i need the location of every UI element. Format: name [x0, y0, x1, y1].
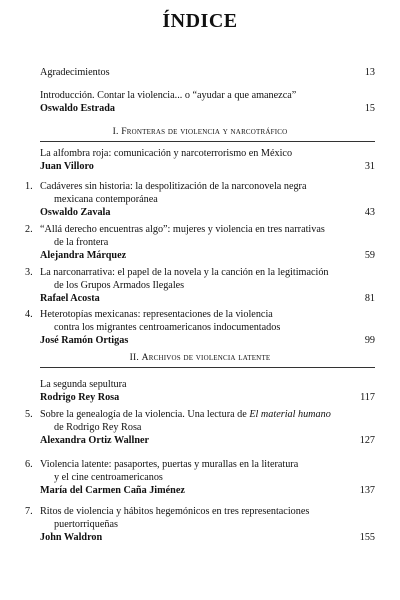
- section-numeral: II.: [129, 352, 139, 363]
- entry-author: Alexandra Ortiz Wallner: [40, 435, 150, 446]
- entry-title-continued: y el cine centroamericanos: [54, 472, 163, 483]
- entry-number: 2.: [25, 224, 33, 235]
- entry-title: La alfombra roja: comunicación y narcoterrorismo en México: [40, 148, 293, 159]
- section-heading: [0, 352, 400, 363]
- entry-title: Ritos de violencia y hábitos hegemónicos en tres representaciones: [40, 506, 310, 517]
- page-number: 99: [364, 335, 375, 346]
- entry-author: José Ramón Ortigas: [40, 335, 129, 346]
- toc-entry: [40, 89, 375, 115]
- entry-title: Heterotopías mexicanas: representaciones de la violencia: [40, 309, 273, 320]
- toc-entry: [25, 266, 375, 305]
- entry-title: La narconarrativa: el papel de la novela y la canción en la legitimación: [40, 267, 329, 278]
- entry-title-continued: de los Grupos Armados Ilegales: [54, 280, 185, 291]
- entry-number: 7.: [25, 506, 33, 517]
- entry-title: Agradecimientos: [40, 67, 110, 78]
- entry-title: Introducción. Contar la violencia... o “ayudar a que amanezca”: [40, 90, 297, 101]
- page-number: 155: [359, 532, 375, 543]
- entry-title-continued: contra los migrantes centroamericanos indocumentados: [54, 322, 281, 333]
- entry-title: La segunda sepultura: [40, 379, 127, 390]
- entry-title-text: Sobre la genealogía de la violencia. Una lectura de: [40, 409, 250, 420]
- toc-entry: [25, 223, 375, 262]
- entry-author: Rodrigo Rey Rosa: [40, 392, 120, 403]
- entry-title-continued: mexicana contemporánea: [54, 194, 158, 205]
- entry-author: Juan Villoro: [40, 161, 94, 172]
- section-numeral: I.: [112, 126, 119, 137]
- entry-author: María del Carmen Caña Jiménez: [40, 485, 185, 496]
- entry-number: 4.: [25, 309, 33, 320]
- toc-entry: [25, 408, 375, 447]
- entry-number: 5.: [25, 409, 33, 420]
- toc-entry: [40, 378, 375, 404]
- entry-title: Cadáveres sin historia: la despolitización de la narconovela negra: [40, 181, 307, 192]
- section-divider: [40, 141, 375, 142]
- entry-title: [40, 408, 375, 421]
- entry-author: John Waldron: [40, 532, 103, 543]
- page-number: 31: [364, 161, 375, 172]
- page-number: 59: [364, 250, 375, 261]
- entry-title-continued: puertorriqueñas: [54, 519, 118, 530]
- section-title: Archivos de violencia latente: [141, 352, 271, 363]
- toc-entry: [25, 308, 375, 347]
- toc-entry: [25, 180, 375, 219]
- entry-number: 3.: [25, 267, 33, 278]
- section-title: Fronteras de violencia y narcotráfico: [121, 126, 288, 137]
- page-number: 81: [364, 293, 375, 304]
- entry-author: Oswaldo Estrada: [40, 103, 116, 114]
- page-number: 127: [359, 435, 375, 446]
- toc-entry: [25, 505, 375, 544]
- entry-number: 6.: [25, 459, 33, 470]
- entry-number: 1.: [25, 181, 33, 192]
- page-number: 13: [364, 67, 375, 78]
- toc-entry: [40, 66, 375, 79]
- entry-title-continued: de Rodrigo Rey Rosa: [54, 422, 142, 433]
- entry-title: “Allá derecho encuentras algo”: mujeres y violencia en tres narrativas: [40, 224, 325, 235]
- section-heading: [0, 126, 400, 137]
- entry-title-italic: El material humano: [249, 409, 331, 420]
- page-number: 137: [359, 485, 375, 496]
- entry-title-continued: de la frontera: [54, 237, 109, 248]
- page-number: 43: [364, 207, 375, 218]
- entry-author: Oswaldo Zavala: [40, 207, 111, 218]
- page-number: 15: [364, 103, 375, 114]
- page-number: 117: [360, 392, 375, 403]
- entry-title: Violencia latente: pasaportes, puertas y murallas en la literatura: [40, 459, 299, 470]
- toc-entry: [25, 458, 375, 497]
- page-title: ÍNDICE: [162, 10, 238, 32]
- section-divider: [40, 367, 375, 368]
- toc-entry: [40, 147, 375, 173]
- entry-author: Rafael Acosta: [40, 293, 100, 304]
- entry-author: Alejandra Márquez: [40, 250, 127, 261]
